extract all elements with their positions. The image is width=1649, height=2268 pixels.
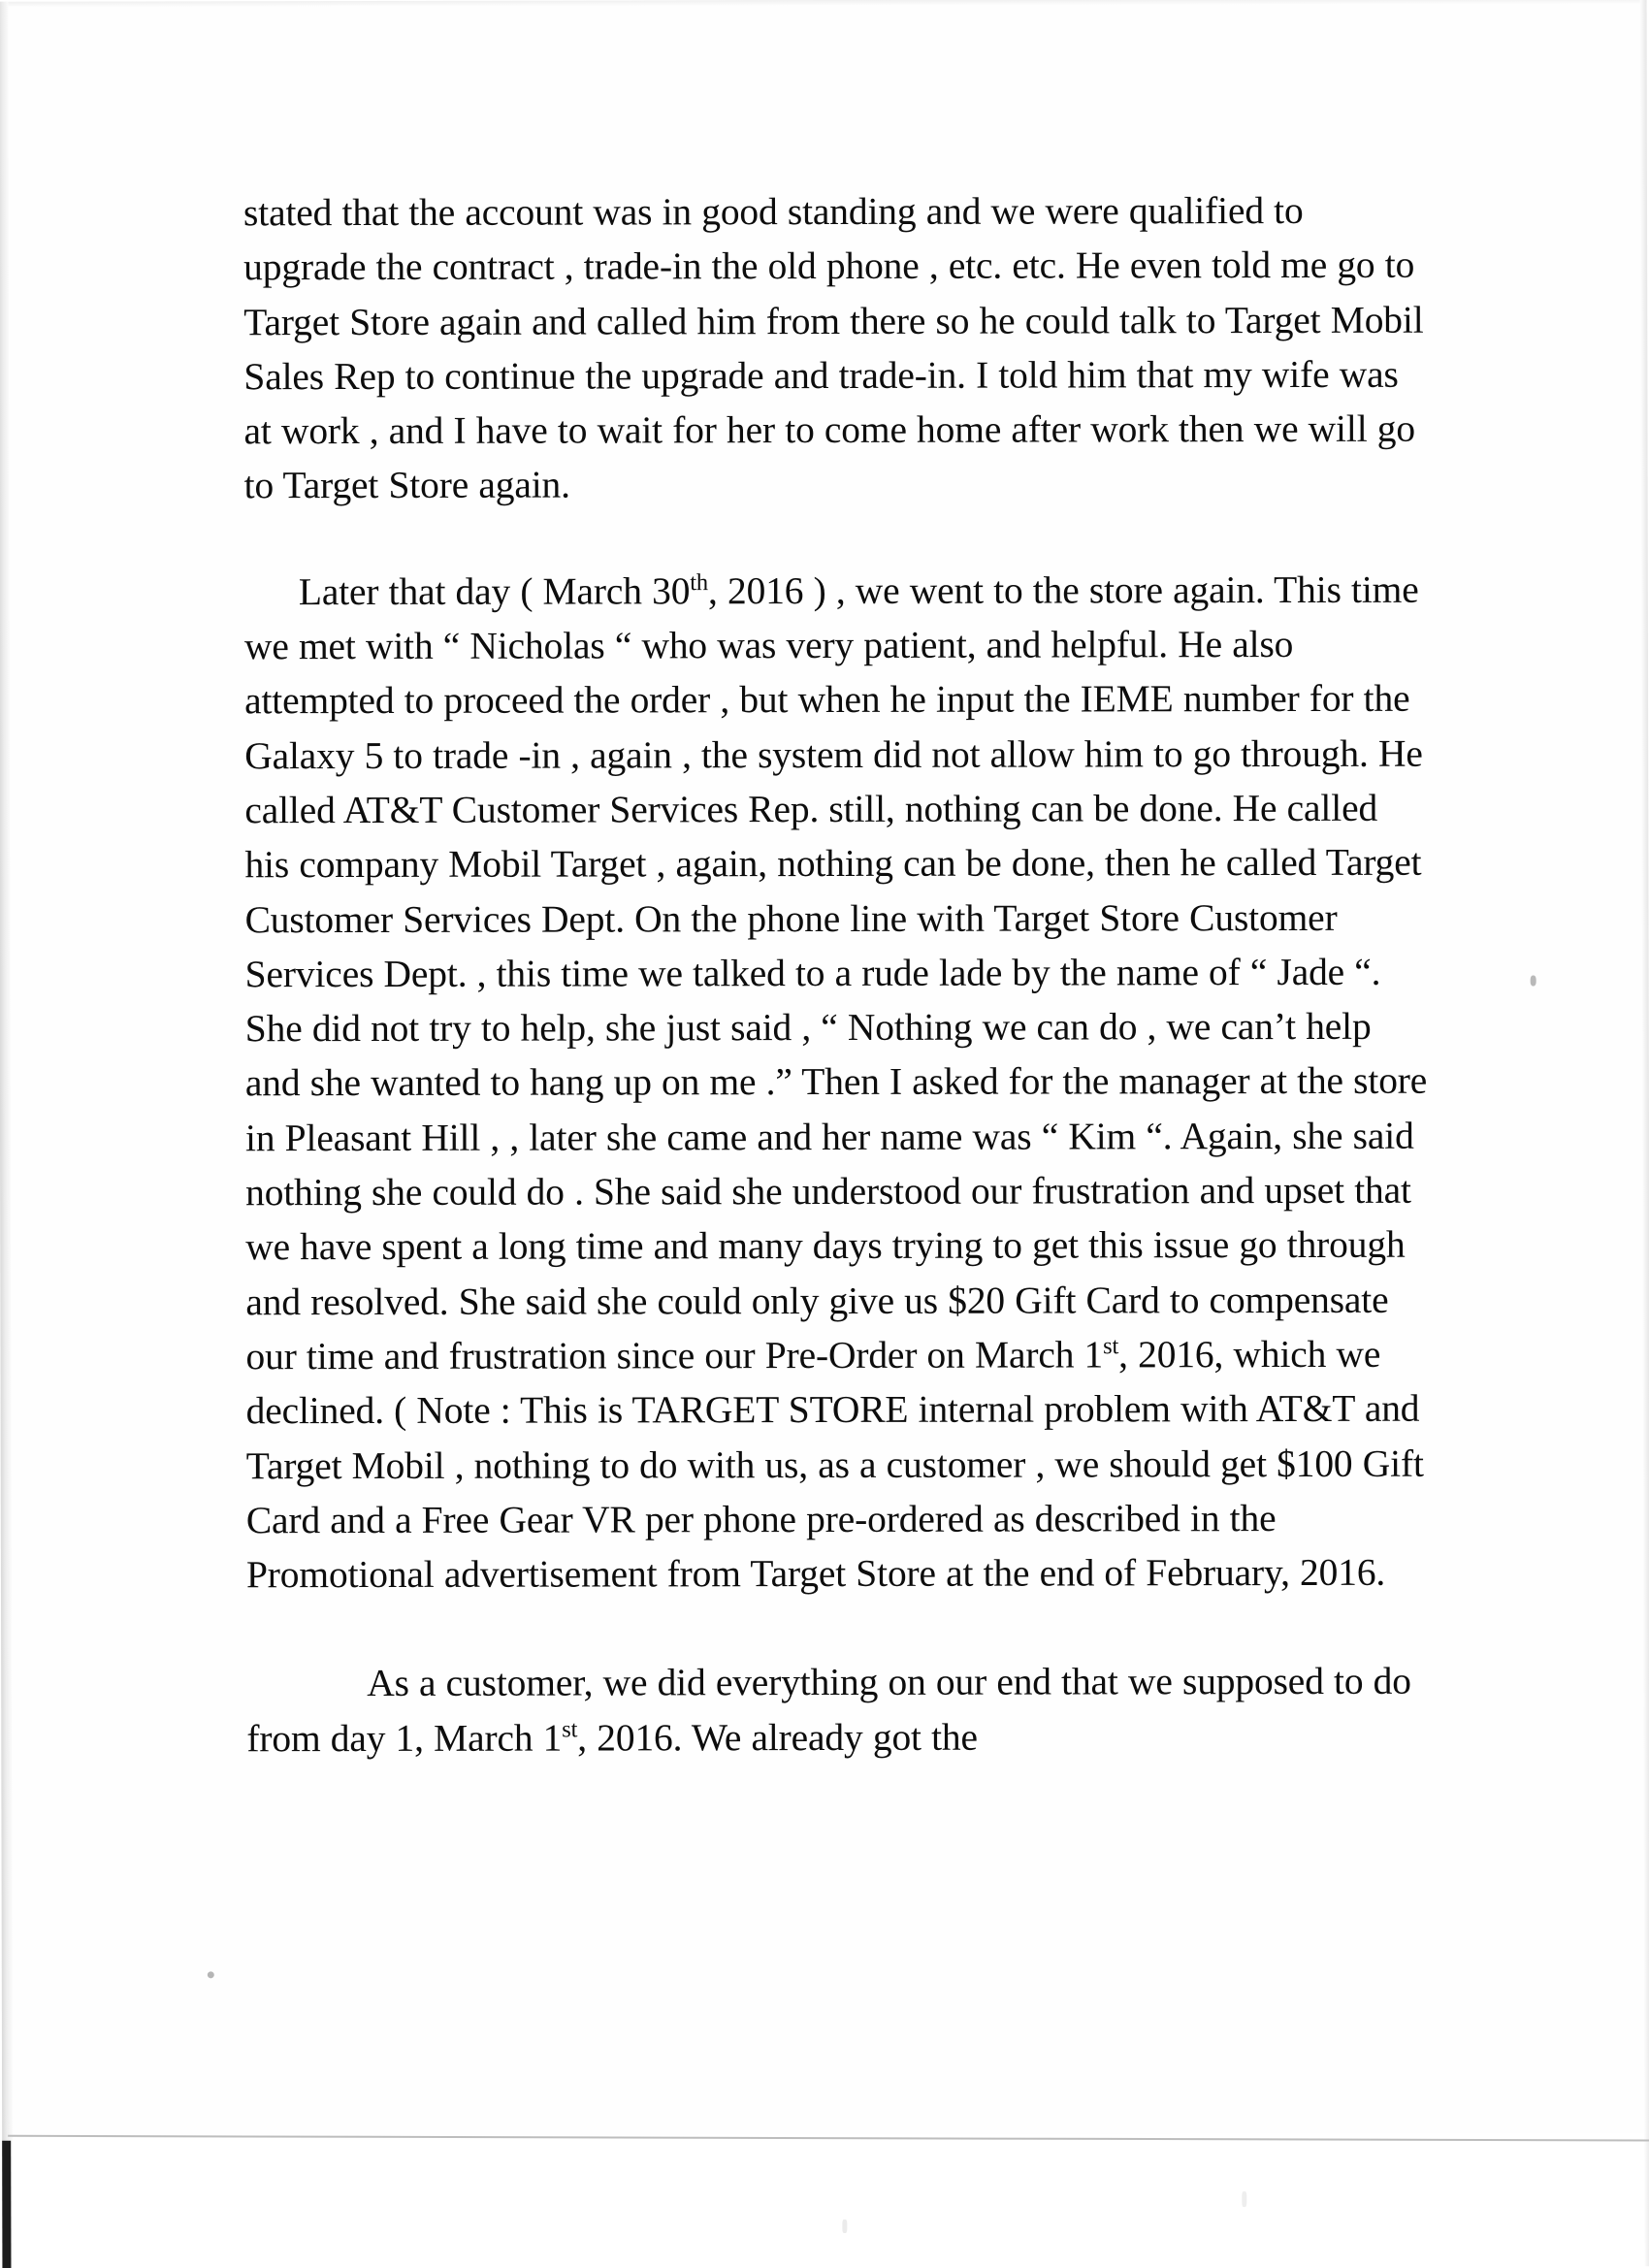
ordinal-superscript: st	[562, 1716, 578, 1743]
ordinal-superscript: st	[1103, 1333, 1119, 1360]
paragraph-later-that-day: Later that day ( March 30th, 2016 ) , we went to the store again. This time we met with “ Nicholas “ who was very patient, and helpful. He also attempted to proceed the order , but when he input the IEME number for the Galaxy 5 to trade -in , again , the system did not allow him to go through. He called AT&T Customer Services Rep. still, nothing can be done. He called his company Mobil Target , again, nothing can be done, then he called Target Customer Services Dept. On the phone line with Target Store Customer Services Dept. , this time we talked to a rude lade by the name of “ Jade “. She did not try to help, she just said , “ Nothing we can do , we can’t help and she wanted to hang up on me .” Then I asked for the manager at the store in Pleasant Hill , , later she came and her name was “ Kim “. Again, she said nothing she could do . She said she understood our frustration and upset that we have spent a long time and many days trying to get this issue go through and resolved. She said she could only give us $20 Gift Card to compensate our time and frustration since our Pre-Order on March 1st, 2016, which we declined. ( Note : This is TARGET STORE internal problem with AT&T and Target Mobil , nothing to do with us, as a customer , we should get $100 Gift Card and a Free Gear VR per phone pre-ordered as described in the Promotional advertisement from Target Store at the end of February, 2016.	[243, 567, 1428, 1597]
scan-speck-faint-b	[1242, 2191, 1246, 2207]
scan-left-dark-band	[2, 2141, 11, 2268]
ordinal-superscript: th	[690, 568, 709, 596]
page-bottom-edge-line	[8, 2135, 1649, 2142]
scan-speck-faint-a	[842, 2219, 847, 2233]
paragraph-continuation: stated that the account was in good standing and we were qualified to upgrade the contract , trade-in the old phone , etc. etc. He even told me go to Target Store again and called him from there so he could talk to Target Mobil Sales Rep to continue the upgrade and trade-in. I told him that my wife was at work , and I have to wait for her to come home after work then we will go to Target Store again.	[242, 188, 1424, 507]
scan-speck-right-margin	[1531, 975, 1536, 986]
document-body-text	[243, 183, 1430, 1766]
scan-speck-lower-left	[208, 1971, 214, 1978]
paragraph-gap	[244, 510, 1428, 565]
paragraph-gap	[246, 1600, 1430, 1657]
paragraph-as-a-customer: As a customer, we did everything on our end that we supposed to do from day 1, March 1st, 2016. We already got the	[246, 1660, 1411, 1760]
